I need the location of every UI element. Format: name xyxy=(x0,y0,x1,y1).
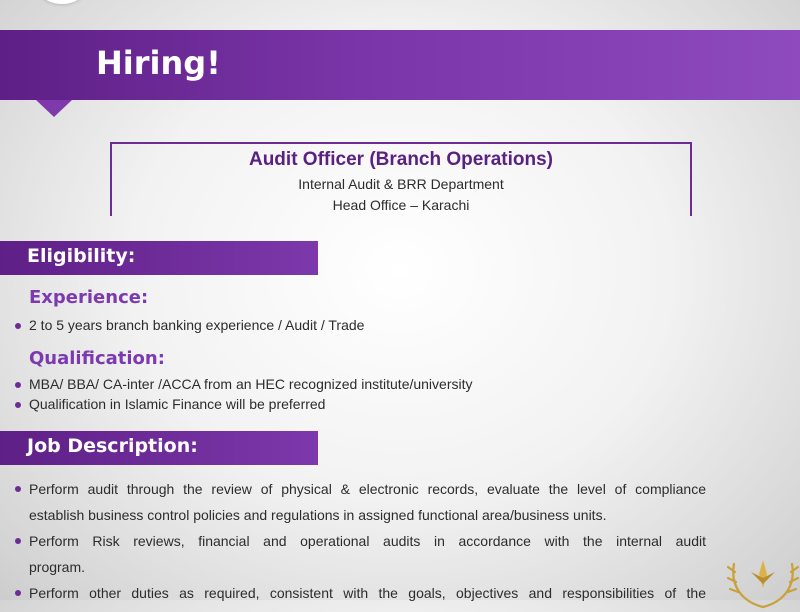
job-description-heading: Job Description: xyxy=(27,435,198,457)
position-box xyxy=(110,142,692,216)
qualification-heading: Qualification: xyxy=(29,348,165,369)
job-item-2-line-1: Perform Risk reviews, financial and operational audits in accordance with the internal audit xyxy=(29,533,706,549)
bullet-dot xyxy=(15,402,21,408)
job-description-bar xyxy=(0,431,318,465)
eligibility-heading: Eligibility: xyxy=(27,245,136,267)
gold-laurel-crest-icon xyxy=(718,552,800,612)
banner-pointer xyxy=(36,100,72,117)
job-item-2-line-2: program. xyxy=(29,559,86,575)
bullet-dot xyxy=(15,486,21,492)
hiring-banner xyxy=(0,30,800,100)
position-location: Head Office – Karachi xyxy=(332,197,470,213)
position-department: Internal Audit & BRR Department xyxy=(298,176,504,192)
position-title: Audit Officer (Branch Operations) xyxy=(248,149,554,170)
job-item-1-line-1: Perform audit through the review of physical & electronic records, evaluate the level of compliance xyxy=(29,481,706,497)
experience-heading: Experience: xyxy=(29,287,149,308)
experience-item: 2 to 5 years branch banking experience / Audit / Trade xyxy=(29,317,365,333)
job-item-1-line-2: establish business control policies and regulations in assigned functional area/business units. xyxy=(29,507,607,523)
hiring-title: Hiring! xyxy=(96,44,221,82)
bullet-dot xyxy=(15,382,21,388)
qualification-item: MBA/ BBA/ CA-inter /ACCA from an HEC recognized institute/university xyxy=(29,376,473,392)
bullet-dot xyxy=(15,590,21,596)
job-item-3-line-1: Perform other duties as required, consistent with the goals, objectives and responsibilities of the xyxy=(29,585,706,601)
qualification-item: Qualification in Islamic Finance will be preferred xyxy=(29,396,326,412)
eligibility-bar xyxy=(0,241,318,275)
logo-emblem xyxy=(30,0,94,4)
bullet-dot xyxy=(15,323,21,329)
bullet-dot xyxy=(15,538,21,544)
